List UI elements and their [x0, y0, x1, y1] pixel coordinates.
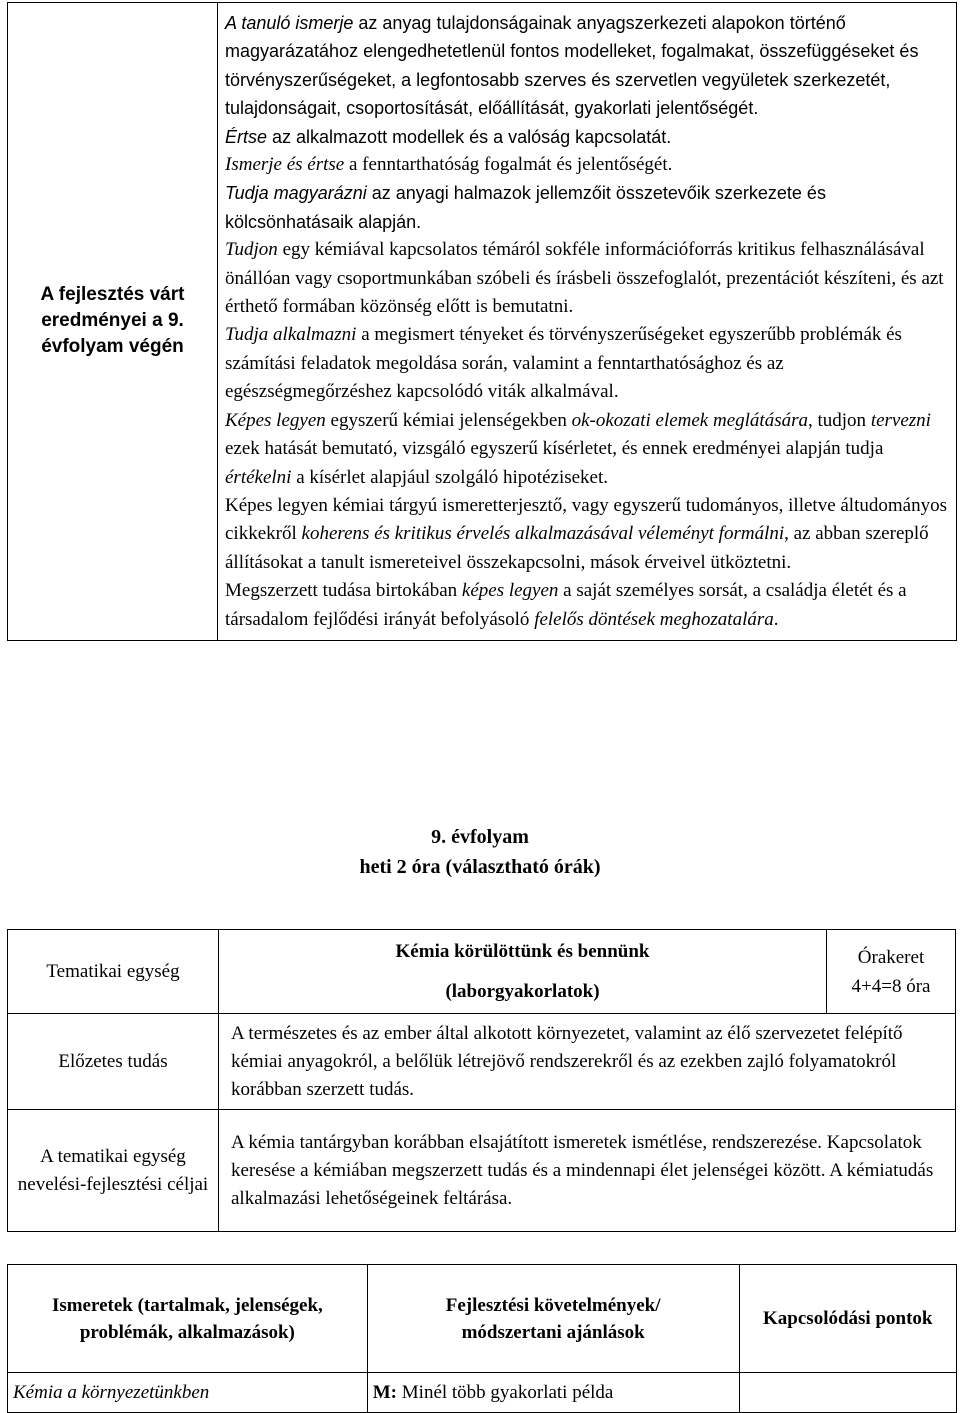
content-topic: Kémia a környezetünkben [13, 1382, 210, 1403]
outcome-emphasis: Ismerje és értse [225, 154, 345, 176]
outcome-emphasis: Tudjon [225, 239, 278, 261]
outcome-emphasis: A tanuló ismerje [225, 13, 354, 33]
outcome-text: az alkalmazott modellek és a valóság kapcsolatát. [267, 126, 672, 147]
unit-title [219, 930, 827, 1014]
prior-knowledge-label: Előzetes tudás [8, 1014, 219, 1110]
outcome-emphasis: Értse [225, 126, 268, 147]
outcome-text: Képes legyen kémiai tárgyú ismeretterjesztő, vagy egyszerű tudományos, illetve áltudományos cikkekről [225, 494, 947, 545]
connections-cell [739, 1373, 956, 1413]
outcome-emphasis: ok-okozati elemek meglátására [571, 409, 808, 431]
requirement-prefix: M: [372, 1382, 398, 1403]
outcome-text: , az abban szereplő állításokat a tanult ismereteivel összekapcsolni, mások érveivel ütköztetni. [225, 523, 929, 573]
requirements-cell [367, 1373, 739, 1413]
outcome-emphasis: értékelni [225, 466, 292, 488]
content-cell [8, 1373, 368, 1413]
weekly-hours: heti 2 óra (választható órák) [359, 856, 601, 878]
outcome-text: a kísérlet alapjául szolgáló hipotéziseket. [291, 466, 609, 488]
outcomes-label: A fejlesztés várt eredményei a 9. évfolyam végén [8, 3, 218, 641]
outcomes-table [7, 2, 957, 641]
outcome-emphasis: Tudja alkalmazni [225, 324, 357, 346]
outcome-text: az anyag tulajdonságainak anyagszerkezeti alapokon történő magyarázatához elengedhetetlenül fontos modelleket, fogalmakat, összefüggéseket és törvényszerűségeket, a legfontosabb szerves és szervetlen vegyületek szerkezetét, tulajdonságait, csoportosítását, előállítását, gyakorlati jelentőségét. [225, 13, 919, 119]
goals-text: A kémia tantárgyban korábban elsajátított ismeretek ismétlése, rendszerezése. Kapcsolatok keresése a kémiában megszerzett tudás és a mindennapi élet jelenségei között. A kémiatudás alkalmazási lehetőségeinek feltárása. [219, 1110, 956, 1232]
outcome-emphasis: Tudja magyarázni [225, 183, 367, 204]
col-header-knowledge: Ismeretek (tartalmak, jelenségek, problémák, alkalmazások) [8, 1265, 368, 1373]
outcome-text: ezek hatását bemutató, vizsgáló egyszerű kísérletet, és ennek eredményei alapján tudja [225, 438, 884, 460]
outcome-text: az anyagi halmazok jellemzőit összetevőik szerkezete és kölcsönhatásaik alapján. [225, 183, 826, 232]
col-header-requirements: Fejlesztési követelmények/ módszertani ajánlások [367, 1265, 739, 1373]
outcome-text: Megszerzett tudása birtokában [225, 580, 462, 602]
outcome-text: a fenntarthatóság fogalmát és jelentőségét. [344, 154, 673, 176]
outcome-paragraph [225, 9, 948, 123]
thematic-unit-label: Tematikai egység [8, 930, 219, 1014]
prior-knowledge-text: A természetes és az ember által alkotott környezetet, valamint az élő szervezetet felépítő kémiai anyagokról, a belőlük létrejövő rendszerekről és az ezekben zajló folyamatokról korábban szerzett tudás. [219, 1014, 956, 1110]
outcome-text: egy kémiával kapcsolatos témáról sokféle információforrás kritikus felhasználásával önállóan vagy csoportmunkában szóbeli és írásbeli összefoglalót, prezentációt készíteni, és azt érthető formában közönség előtt is bemutatni. [225, 239, 944, 318]
outcome-emphasis: tervezni [870, 409, 931, 431]
hours-label: Órakeret [857, 946, 925, 968]
outcome-emphasis: koherens és kritikus érvelés alkalmazásával véleményt formálni [301, 523, 785, 545]
outcome-text: egyszerű kémiai jelenségekben [325, 409, 572, 431]
content-table [7, 1264, 957, 1413]
outcome-emphasis: Képes legyen [225, 409, 326, 431]
outcome-paragraph [225, 407, 948, 492]
hours-cell [827, 930, 956, 1014]
outcome-emphasis: felelős döntések meghozatalára [534, 608, 774, 630]
outcome-paragraph [225, 321, 948, 406]
thematic-unit-table [7, 929, 956, 1232]
outcome-paragraph [225, 179, 948, 236]
outcomes-text [218, 3, 957, 641]
outcome-text: a megismert tényeket és törvényszerűségeket egyszerűbb problémák és számítási feladatok megoldása során, valamint a fenntarthatósághoz és az egészségmegőrzéshez kapcsolódó viták alkalmával. [225, 324, 902, 403]
outcome-paragraph [225, 123, 948, 151]
outcome-paragraph [225, 492, 948, 577]
outcome-emphasis: képes legyen [461, 580, 559, 602]
unit-title-line: (laborgyakorlatok) [445, 980, 600, 1002]
outcome-text: , tudjon [808, 409, 871, 431]
outcome-paragraph [225, 151, 948, 179]
hours-value: 4+4=8 óra [851, 975, 931, 997]
requirement-text: Minél több gyakorlati példa [397, 1382, 614, 1403]
outcome-text: . [773, 608, 779, 630]
grade-title: 9. évfolyam [431, 826, 529, 848]
outcome-paragraph [225, 236, 948, 321]
grade-heading [0, 822, 960, 882]
col-header-connections: Kapcsolódási pontok [739, 1265, 956, 1373]
outcome-text: a saját személyes sorsát, a családja életét és a társadalom fejlődési irányát befolyásoló [225, 580, 907, 630]
outcome-paragraph [225, 577, 948, 634]
unit-title-line: Kémia körülöttünk és bennünk [395, 940, 650, 962]
goals-label: A tematikai egység nevelési-fejlesztési céljai [8, 1110, 219, 1232]
